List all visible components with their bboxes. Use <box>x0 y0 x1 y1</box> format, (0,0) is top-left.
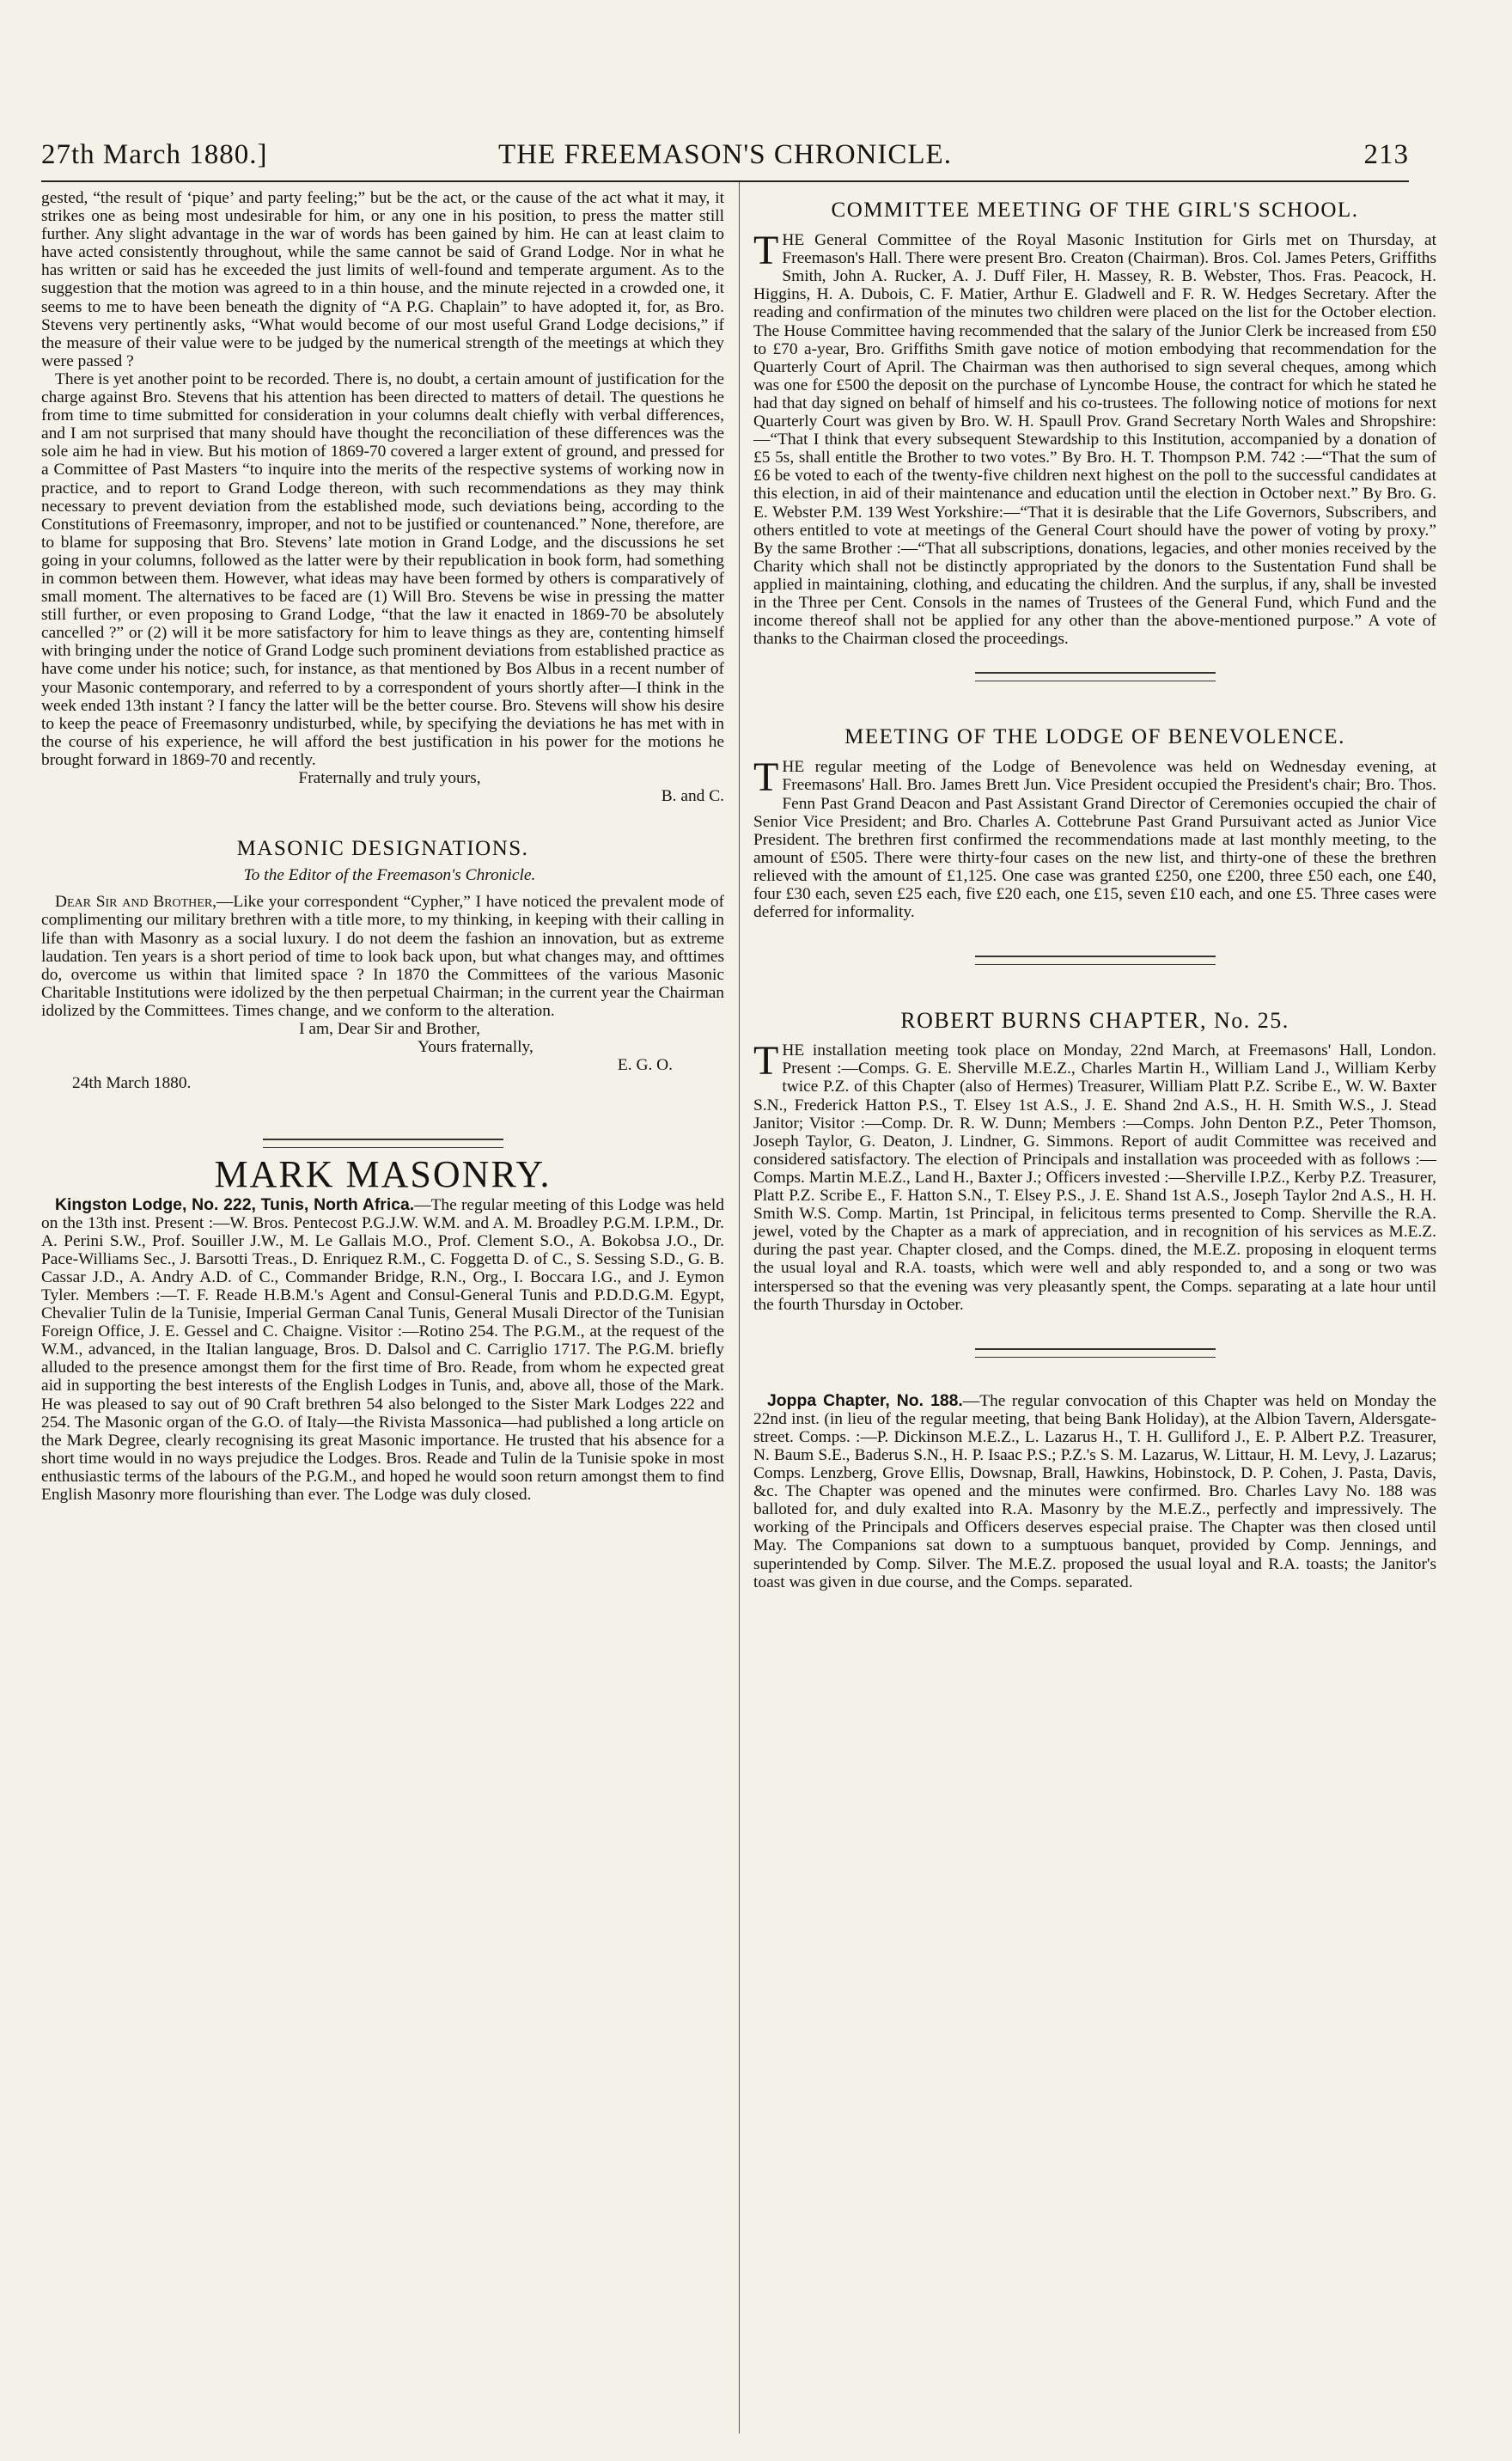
section-heading-girls-school: COMMITTEE MEETING OF THE GIRL'S SCHOOL. <box>831 198 1359 222</box>
publication-title: THE FREEMASON'S CHRONICLE. <box>498 139 952 170</box>
section-divider <box>975 1348 1216 1358</box>
masthead-rule <box>41 180 1409 182</box>
drop-cap: T <box>753 228 779 274</box>
burns-chapter-report <box>753 1038 1436 1314</box>
letter-paragraph: There is yet another point to be recorded. There is, no doubt, a certain amount of justification for the charge against Bro. Stevens that his attention has been directed to matters of detail. The questions he from time to time submitted for consideration in your columns dealt chiefly with verbal differences, and I am not surprised that many should have thought the reconciliation of these differences was the sole aim he had in view. But his motion of 1869-70 covered a larger extent of ground, and pressed for a Committee of Past Masters “to inquire into the merits of the respective systems of working now in practice, and to report to Grand Lodge thereon, with such recommendations as they may think necessary to prevent deviation from the established mode, such deviations being, according to the Constitutions of Freemasonry, improper, and not to be justified or countenanced.” None, therefore, are to blame for supposing that Bro. Stevens’ late motion in Grand Lodge, and the discussions he set going in your columns, followed as the latter were by their republication in book form, had something in common between them. However, what ideas may have been formed by others is comparatively of small moment. The alternatives to be faced are (1) Will Bro. Stevens be wise in pressing the matter still further, or even proposing to Grand Lodge, “that the law it enacted in 1869-70 be absolutely cancelled ?” or (2) will it be more satisfactory for him to leave things as they are, contenting himself with bringing under the notice of Grand Lodge such prominent deviations from established practice as have come under his notice; such, for instance, as that mentioned by Bos Albus in a recent number of your Masonic contemporary, and referred to by a correspondent of yours shortly after—I think in the week ended 13th instant ? I fancy the latter will be the better course. Bro. Stevens will show his desire to keep the peace of Freemasonry undisturbed, while, by specifying the deviations he has met with in the course of his experience, he will afford the best justification in his power for the motions he brought forward in 1869-70 and recently. <box>41 369 724 769</box>
section-heading-mark-masonry: MARK MASONRY. <box>214 1153 552 1196</box>
section-divider <box>263 1139 503 1148</box>
section-heading-robert-burns: ROBERT BURNS CHAPTER, No. 25. <box>900 1008 1289 1034</box>
letter-paragraph: gested, “the result of ‘pique’ and party feeling;” but be the act, or the cause of the act what it may, it strikes one as being most undesirable for him, or any one in his position, to press the matter still further. Any slight advantage in the war of words has been gained by him. He can at least claim to have acted consistently throughout, while the same cannot be said of Grand Lodge. Nor in what he has written or said has he exceeded the just limits of well-found and temperate argument. As to the suggestion that the motion was agreed to in a thin house, and the minute rejected in a crowded one, it seems to me to have been beneath the dignity of “A P.G. Chaplain” to have adopted it, for, as Bro. Stevens very pertinently asks, “What would become of our most useful Grand Lodge decisions,” if the measure of their value were to be judged by the numerical strength of the meetings at which they were passed ? <box>41 189 724 370</box>
editor-line: To the Editor of the Freemason's Chronicle. <box>243 866 536 885</box>
drop-cap: T <box>753 1038 779 1084</box>
section-heading-benevolence: MEETING OF THE LODGE OF BENEVOLENCE. <box>844 725 1345 749</box>
joppa-chapter-text: —The regular convocation of this Chapter was held on Monday the 22nd inst. (in lieu of the regular meeting, that being Bank Holiday), at the Albion Tavern, Aldersgate-street. Comps. :—P. Dickinson M.E.Z., L. Lazarus H., T. H. Gulliford J., E. P. Albert P.Z. Treasurer, N. Baum S.E., Baderus S.N., H. P. Isaac P.S.; P.Z.'s S. M. Lazarus, W. Littaur, H. M. Levy, J. Lazarus; Comps. Lenzberg, Grove Ellis, Dowsnap, Brall, Hawkins, Hobinstock, D. P. Cohen, J. Pasta, Davis, &c. The Chapter was opened and the minutes were confirmed. Bro. Charles Lavy No. 188 was balloted for, and duly exalted into R.A. Masonry by the M.E.Z., perfectly and impressively. The working of the Principals and Officers deserves especial praise. The Chapter was then closed until May. The Companions sat down to a sumptuous banquet, provided by Comp. Jennings, and superintended by Comp. Silver. The M.E.Z. proposed the usual loyal and R.A. toasts; the Janitor's toast was given in due course, and the Comps. separated. <box>753 1391 1436 1591</box>
drop-cap: T <box>753 754 779 801</box>
letter-date: 24th March 1880. <box>72 1074 192 1093</box>
benevolence-report <box>753 754 1436 922</box>
section-heading-masonic-designations: MASONIC DESIGNATIONS. <box>236 837 529 861</box>
section-divider <box>975 956 1216 965</box>
mark-report-text: —The regular meeting of this Lodge was held on the 13th inst. Present :—W. Bros. Pentecost P.G.J.W. W.M. and A. M. Broadley P.G.M. I.P.M., Dr. A. Perini S.W., Prof. Souiller J.W., M. Le Gallais M.O., Prof. Clement S.O., A. Bokobsa J.O., Dr. Pace-Williams Sec., J. Barsotti Treas., D. Enriquez R.M., C. Foggetta D. of C., S. Sessing S.D., G. B. Cassar J.D., A. Andry A.D. of C., Commander Bridge, R.N., Org., I. Boccara I.G., and J. Eymon Tyler. Members :—T. F. Reade H.B.M.'s Agent and Consul-General Tunis and P.D.D.G.M. Egypt, Chevalier Tulin de la Tunisie, Imperial German Canal Tunis, General Musali Director of the Tunisian Foreign Office, J. E. Gessel and C. Chaigne. Visitor :—Rotino 254. The P.G.M., at the request of the W.M., advanced, in the Italian language, Bros. D. Dalsol and C. Carriglio 1717. The P.G.M. briefly alluded to the presence amongst them for the first time of Bro. Reade, from whom he expected great aid in supporting the best interests of the English Lodges in Tunis, and, above all, those of the Mark. He was pleased to say out of 90 Craft brethren 54 also belonged to the Sister Mark Lodges 222 and 254. The Masonic organ of the G.O. of Italy—the Rivista Massonica—had published a long article on the Mark Degree, clearly recognising its great Masonic importance. He trusted that his absence for a short time would in no ways prejudice the Lodges. Bros. Reade and Tulin de la Tunisie spoke in most enthusiastic terms of the labours of the P.G.M., and hoped he would soon return amongst them to find English Masonry more flourishing than ever. The Lodge was duly closed. <box>41 1195 724 1504</box>
letter-signoff: Fraternally and truly yours, <box>298 769 481 787</box>
girls-school-report <box>753 228 1436 649</box>
letter-signature: B. and C. <box>661 787 724 806</box>
page-number: 213 <box>1363 139 1409 170</box>
chapter-name: Joppa Chapter, No. 188. <box>767 1390 963 1410</box>
letter-text: —Like your correspondent “Cypher,” I have noticed the prevalent mode of complimenting our military brethren with a title more, to my thinking, in keeping with their calling in life than with Masonry as a social luxury. I do not deem the fashion an innovation, but as extreme laudation. Ten years is a short period of time to look back upon, but what changes may, and ofttimes do, overcome us within that limited space ? In 1870 the Committees of the various Masonic Charitable Institutions were idolized by the then perpetual Chairman; in the current year the Chairman idolized by the Committees. Times change, and we conform to the alteration. <box>41 893 724 1020</box>
column-separator <box>739 182 740 2434</box>
girls-school-text: HE General Committee of the Royal Masonic Institution for Girls met on Thursday, at Freemason's Hall. There were present Bro. Creaton (Chairman). Bros. Col. James Peters, Griffiths Smith, John A. Rucker, A. J. Duff Filer, H. Massey, R. B. Webster, Thos. Fras. Peacock, H. Higgins, H. A. Dubois, C. F. Matier, Arthur E. Gladwell and F. R. W. Hedges Secretary. After the reading and confirmation of the minutes two children were placed on the list for the October election. The House Committee having recommended that the salary of the Junior Clerk be increased from £50 to £70 a-year, Bro. Griffiths Smith gave notice of motion embodying that recommendation for the Quarterly Court of April. The Chairman was then authorised to sign several cheques, among which was one for £500 the deposit on the purchase of Lyncombe House, the contract for which he stated he had that day signed on behalf of himself and his co-trustees. The following notice of motions for next Quarterly Court was given by Bro. W. H. Spaull Prov. Grand Secretary North Wales and Shropshire:—“That I think that every subsequent Stewardship to this Institution, accompanied by a donation of £5 5s, shall entitle the Brother to two votes.” By Bro. H. T. Thompson P.M. 742 :—“That the sum of £6 be voted to each of the twenty-five children next highest on the poll to the successful candidates at this election, in aid of their maintenance and education until the election in October next.” By Bro. G. E. Webster P.M. 139 West Yorkshire:—“That it is desirable that the Life Governors, Subscribers, and others entitled to vote at meetings of the General Court should have the power of voting by proxy.” By the same Brother :—“That all subscriptions, donations, legacies, and other monies received by the Charity which shall not be distinctly appropriated by the donors to the Sustentation Fund shall be applied in maintaining, clothing, and educating the children. And the surplus, if any, shall be invested in the Three per Cent. Consols in the names of Trustees of the General Fund, which Fund and the income thereof shall not be applied for any other than the above-mentioned purpose.” A vote of thanks to the Chairman closed the proceedings. <box>753 231 1436 649</box>
masthead <box>41 139 1409 177</box>
benevolence-text: HE regular meeting of the Lodge of Benevolence was held on Wednesday evening, at Freemasons' Hall. Bro. James Brett Jun. Vice President occupied the President's chair; Bro. Thos. Fenn Past Grand Deacon and Past Assistant Grand Director of Ceremonies occupied the chair of Senior Vice President; and Bro. Charles A. Cottebrune Past Grand Pursuivant acted as Junior Vice President. The brethren first confirmed the recommendations made at last monthly meeting, to the amount of £505. There were thirty-four cases on the new list, and thirty-one of these the brethren relieved with the amount of £1,125. One case was granted £250, one £200, three £50 each, one £40, four £30 each, seven £25 each, five £20 each, one £15, seven £10 each, and one £5. Three cases were deferred for informality. <box>753 758 1436 922</box>
lodge-name: Kingston Lodge, No. 222, Tunis, North Africa. <box>55 1194 415 1214</box>
closing-line: I am, Dear Sir and Brother, <box>299 1020 480 1039</box>
letter-initials: E. G. O. <box>617 1056 673 1075</box>
right-column <box>753 189 1436 1591</box>
salutation: Dear Sir and Brother, <box>55 893 217 912</box>
issue-date: 27th March 1880.] <box>41 139 268 170</box>
left-column <box>41 189 724 1504</box>
letter-body <box>41 893 724 1020</box>
burns-chapter-text: HE installation meeting took place on Monday, 22nd March, at Freemasons' Hall, London. Present :—Comps. G. E. Sherville M.E.Z., Charles Martin H., William Land J., William Kerby twice P.Z. of this Chapter (also of Hermes) Treasurer, William Platt P.Z. Scribe E., W. W. Baxter S.N., Frederick Hatton P.S., T. Elsey 1st A.S., J. E. Shand 2nd A.S., H. H. Smith W.S., J. Stead Janitor; Visitor :—Comp. Dr. R. W. Dunn; Members :—Comps. John Denton P.Z., Peter Thomson, Joseph Taylor, G. Deaton, J. Lindner, G. Simmons. Report of audit Committee was received and considered satisfactory. The election of Principals and installation was proceeded with as follows :—Comps. Martin M.E.Z., Land H., Baxter J.; Officers invested :—Sherville I.P.Z., Kerby P.Z. Treasurer, Platt P.Z. Scribe E., F. Hatton S.N., T. Elsey P.S., J. E. Shand 1st A.S., Joseph Taylor 2nd A.S., H. H. Smith W.S. Comp. Martin, 1st Principal, in felicitous terms presented to Comp. Sherville the R.A. jewel, voted by the Chapter as a mark of appreciation, and in recognition of his services as M.E.Z. during the past year. Chapter closed, and the Comps. dined, the M.E.Z. proposing in eloquent terms the usual loyal and R.A. toasts, which were well and ably responded to, and a song or two was interspersed so that the evening was very pleasantly spent, the Comps. separating at a late hour until the fourth Thursday in October. <box>753 1041 1436 1314</box>
joppa-chapter-report <box>753 1392 1436 1591</box>
mark-report <box>41 1196 724 1505</box>
section-divider <box>975 672 1216 681</box>
closing-line: Yours fraternally, <box>418 1038 533 1057</box>
